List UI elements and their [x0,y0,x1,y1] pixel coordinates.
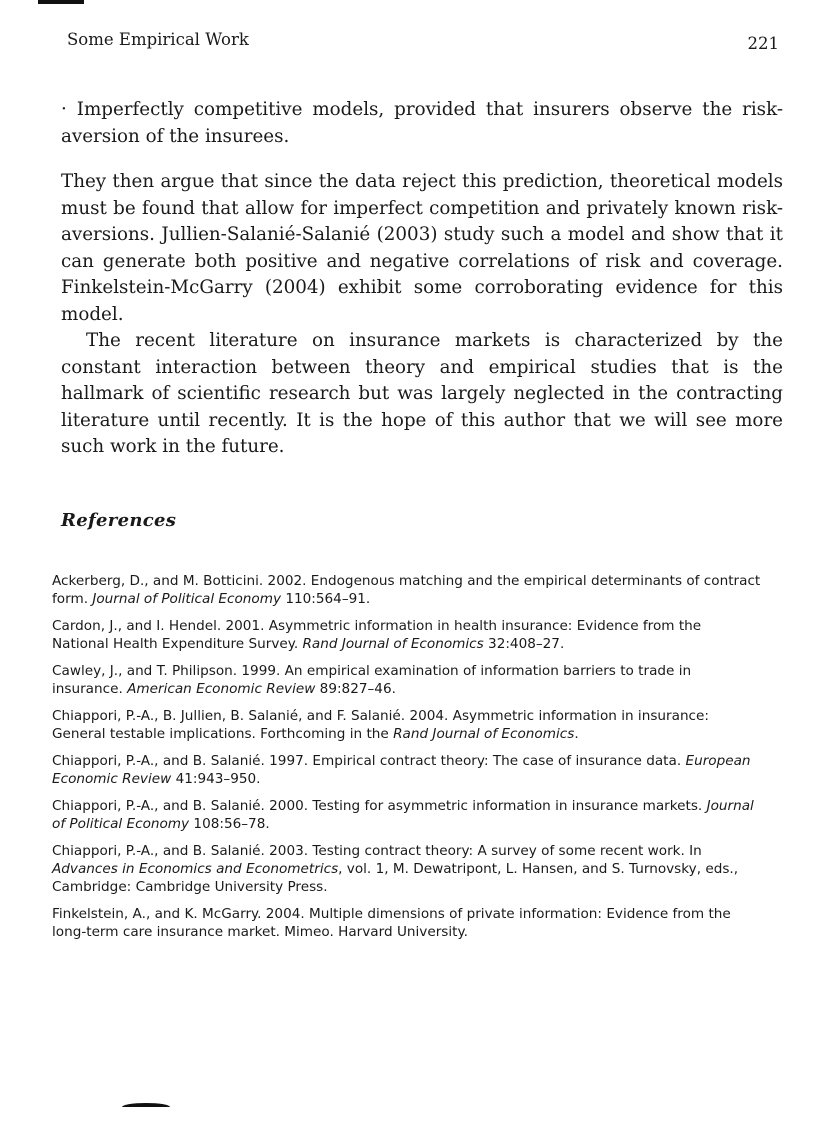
reference-item: Chiappori, P.-A., and B. Salanié. 2000. Testing for asymmetric information in insurance markets. Journal of Political Economy 108:56–78. [52,798,754,832]
bottom-edge-mark [122,1103,170,1107]
body-text [61,97,783,461]
top-edge-mark [38,0,84,4]
reference-item: Cardon, J., and I. Hendel. 2001. Asymmetric information in health insurance: Evidence from the National Health Expenditure Survey. Rand Journal of Economics 32:408–27. [52,618,702,652]
reference-item: Chiappori, P.-A., B. Jullien, B. Salanié, and F. Salanié. 2004. Asymmetric information in insurance: General testable implications. Forthcoming in the Rand Journal of Economics. [52,708,709,742]
references-heading: References [61,510,177,531]
reference-item: Chiappori, P.-A., and B. Salanié. 1997. Empirical contract theory: The case of insurance data. European Economic Review 41:943–950. [52,753,751,787]
page-number: 221 [747,34,779,53]
reference-item: Chiappori, P.-A., and B. Salanié. 2003. Testing contract theory: A survey of some recent work. In Advances in Economics and Econometrics, vol. 1, M. Dewatripont, L. Hansen, and S. Turnovsky, eds., Cambridge: Cambridge University Press. [52,843,739,895]
reference-list [52,572,762,950]
bullet-item: · Imperfectly competitive models, provided that insurers observe the risk-aversion of the insurees. [61,99,783,147]
running-header [67,30,779,52]
reference-item: Cawley, J., and T. Philipson. 1999. An empirical examination of information barriers to trade in insurance. American Economic Review 89:827–46. [52,663,692,697]
reference-item: Ackerberg, D., and M. Botticini. 2002. Endogenous matching and the empirical determinants of contract form. Journal of Political Economy 110:564–91. [52,573,761,607]
paragraph: They then argue that since the data reject this prediction, theoretical models must be found that allow for imperfect competition and privately known risk-aversions. Jullien-Salanié-Salanié (2003) study such a model and show that it can generate both positive and negative correlations of risk and coverage. Finkelstein-McGarry (2004) exhibit some corroborating evidence for this model. [61,171,783,325]
paragraph: The recent literature on insurance markets is characterized by the constant interaction between theory and empirical studies that is the hallmark of scientific research but was largely neglected in the contracting literature until recently. It is the hope of this author that we will see more such work in the future. [61,330,783,457]
reference-item: Finkelstein, A., and K. McGarry. 2004. Multiple dimensions of private information: Evidence from the long-term care insurance market. Mimeo. Harvard University. [52,906,731,940]
running-title: Some Empirical Work [67,30,249,49]
